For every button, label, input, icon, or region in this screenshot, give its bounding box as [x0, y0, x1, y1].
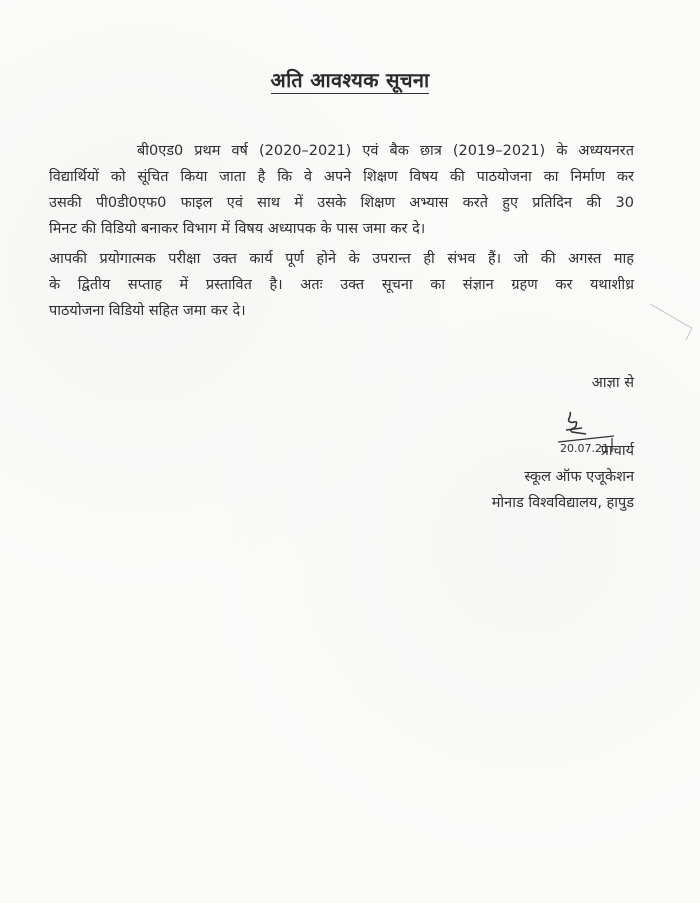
paragraph-2-line: आपकी प्रयोगात्मक परीक्षा उक्त कार्य पूर्ण होने के उपरान्त ही संभव हैं। जो की अगस्त माह — [49, 251, 634, 267]
signoff-text: आज्ञा से — [591, 375, 634, 391]
paragraph-1-line: उसकी पी0डी0एफ0 फाइल एवं साथ में उसके शिक्षण अभ्यास करते हुए प्रतिदिन की 30 — [49, 195, 634, 211]
paragraph-1-line: मिनट की विडियो बनाकर विभाग में विषय अध्यापक के पास जमा कर दे। — [49, 221, 426, 237]
notice-title-text: अति आवश्यक सूचना — [270, 68, 430, 92]
signatory-department: स्कूल ऑफ एजूकेशन — [524, 469, 634, 485]
paragraph-1-line: बी0एड0 प्रथम वर्ष (2020–2021) एवं बैक छात्र (2019–2021) के अध्ययनरत — [137, 143, 634, 159]
paragraph-1-line: विद्यार्थियों को सूंचित किया जाता है कि वे अपने शिक्षण विषय की पाठयोजना का निर्माण कर — [49, 169, 634, 185]
signatory-institution: मोनाड विश्वविद्यालय, हापुड — [491, 495, 634, 511]
paragraph-2-line: के द्वितीय सप्ताह में प्रस्तावित है। अतः उक्त सूचना का संज्ञान ग्रहण कर यथाशीध्र — [49, 277, 634, 293]
paragraph-2-line: पाठयोजना विडियो सहित जमा कर दे। — [49, 303, 246, 319]
signatory-block — [492, 438, 634, 516]
signatory-designation: प्राचार्य — [600, 443, 634, 459]
notice-title — [0, 66, 700, 93]
svg-text:20.07.21: 20.07.21 — [560, 442, 609, 454]
paragraph-2 — [49, 246, 634, 324]
scan-scratch-mark-icon — [650, 300, 700, 350]
paragraph-1 — [49, 138, 634, 242]
